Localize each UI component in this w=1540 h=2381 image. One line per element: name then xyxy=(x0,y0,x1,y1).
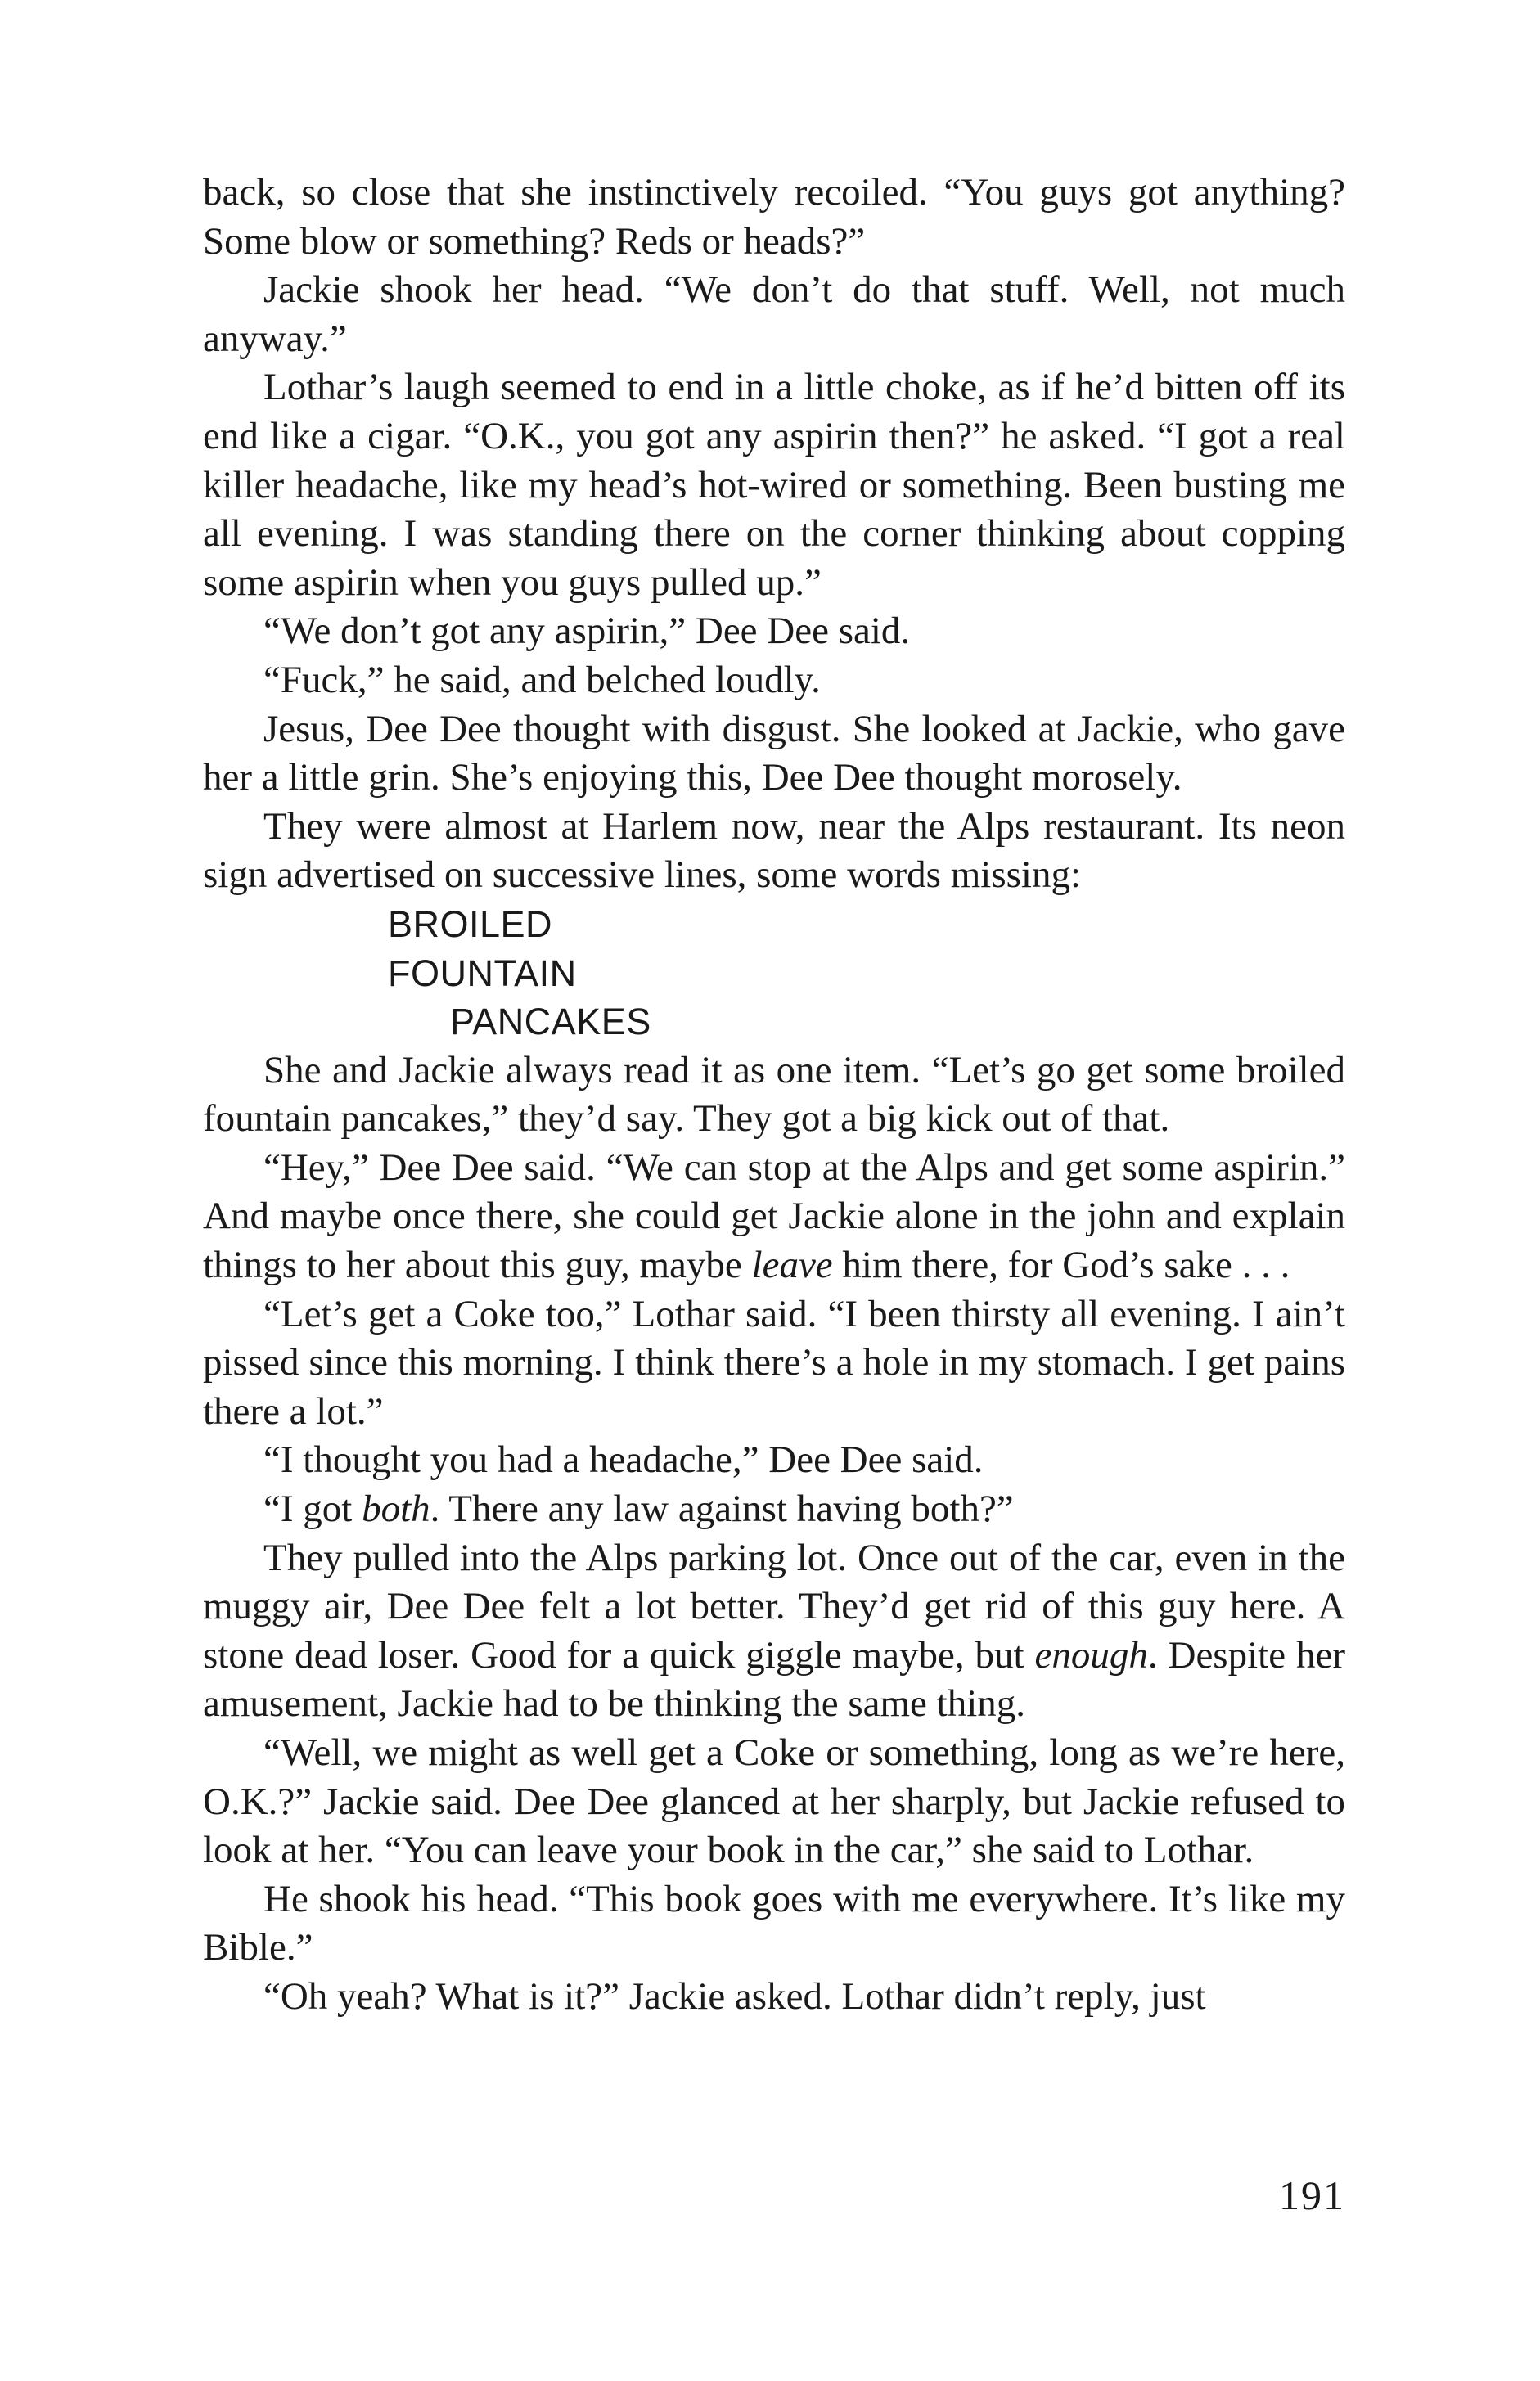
paragraph xyxy=(203,1046,1345,1144)
text-run: They pulled into the Alps parking lot. Once out of the car, even in the muggy air, Dee Dee felt a lot better. They’d get rid of this guy here. A stone dead loser. Good for a quick giggle maybe, but xyxy=(203,1536,1345,1677)
text-run: “Hey,” Dee Dee said. “We can stop at the Alps and get some aspirin.” And maybe once there, she could get Jackie alone in the john and explain things to her about this guy, maybe xyxy=(203,1145,1345,1287)
paragraph xyxy=(203,1534,1345,1729)
paragraph xyxy=(203,656,1345,705)
text-run: Lothar’s laugh seemed to end in a little choke, as if he’d bitten off its end like a cigar. “O.K., you got any aspirin then?” he asked. “I got a real killer headache, like my head’s hot-wired or something. Been busting me all evening. I was standing there on the corner thinking about copping some aspirin when you guys pulled up.” xyxy=(203,366,1345,604)
italic-text: both xyxy=(362,1488,430,1531)
text-run: They were almost at Harlem now, near the Alps restaurant. Its neon sign advertised on successive lines, some words missing: xyxy=(203,804,1345,897)
text-run: Jesus, Dee Dee thought with disgust. She looked at Jackie, who gave her a little grin. She’s enjoying this, Dee Dee thought morosely. xyxy=(203,707,1345,799)
paragraph xyxy=(203,266,1345,363)
paragraph xyxy=(203,1485,1345,1534)
text-run: “We don’t got any aspirin,” Dee Dee said. xyxy=(263,610,911,653)
paragraph xyxy=(203,1290,1345,1437)
paragraph xyxy=(203,363,1345,607)
paragraph xyxy=(203,169,1345,266)
paragraph xyxy=(203,1436,1345,1485)
text-run: him there, for God’s sake . . . xyxy=(832,1244,1290,1287)
page-number: 191 xyxy=(1279,2172,1345,2218)
sign-line: FOUNTAIN xyxy=(388,952,577,994)
text-run: “Fuck,” he said, and belched loudly. xyxy=(263,658,821,701)
paragraph xyxy=(203,1973,1345,2022)
paragraph xyxy=(203,607,1345,656)
text-run: She and Jackie always read it as one item. “Let’s go get some broiled fountain pancakes,” they’d say. They got a big kick out of that. xyxy=(203,1048,1345,1141)
text-run: . There any law against having both?” xyxy=(430,1488,1014,1531)
paragraph xyxy=(203,705,1345,803)
text-run: back, so close that she instinctively recoiled. “You guys got anything? Some blow or something? Reds or heads?” xyxy=(203,171,1345,263)
text-run: “I got xyxy=(263,1488,362,1531)
text-run: . Despite her amusement, Jackie had to be thinking the same thing. xyxy=(203,1633,1345,1726)
neon-sign-text xyxy=(203,900,1345,1046)
paragraphs-after-sign xyxy=(203,1046,1345,2022)
paragraphs-before-sign xyxy=(203,169,1345,900)
italic-text: leave xyxy=(751,1244,833,1287)
sign-line: PANCAKES xyxy=(450,1001,651,1043)
sign-line: BROILED xyxy=(388,902,553,945)
text-run: Jackie shook her head. “We don’t do that stuff. Well, not much anyway.” xyxy=(203,268,1345,360)
paragraph xyxy=(203,1144,1345,1290)
body-text xyxy=(203,169,1345,2022)
text-run: “I thought you had a headache,” Dee Dee said. xyxy=(263,1438,984,1482)
text-run: “Oh yeah? What is it?” Jackie asked. Lothar didn’t reply, just xyxy=(263,1974,1206,2018)
paragraph xyxy=(203,803,1345,900)
paragraph xyxy=(203,1729,1345,1875)
text-run: “Well, we might as well get a Coke or something, long as we’re here, O.K.?” Jackie said. Dee Dee glanced at her sharply, but Jackie refused to look at her. “You can leave your book in the car,” she said to Lothar. xyxy=(203,1731,1345,1872)
italic-text: enough xyxy=(1034,1633,1148,1677)
text-run: “Let’s get a Coke too,” Lothar said. “I been thirsty all evening. I ain’t pissed since this morning. I think there’s a hole in my stomach. I get pains there a lot.” xyxy=(203,1292,1345,1433)
paragraph xyxy=(203,1875,1345,1973)
text-run: He shook his head. “This book goes with me everywhere. It’s like my Bible.” xyxy=(203,1877,1345,1969)
